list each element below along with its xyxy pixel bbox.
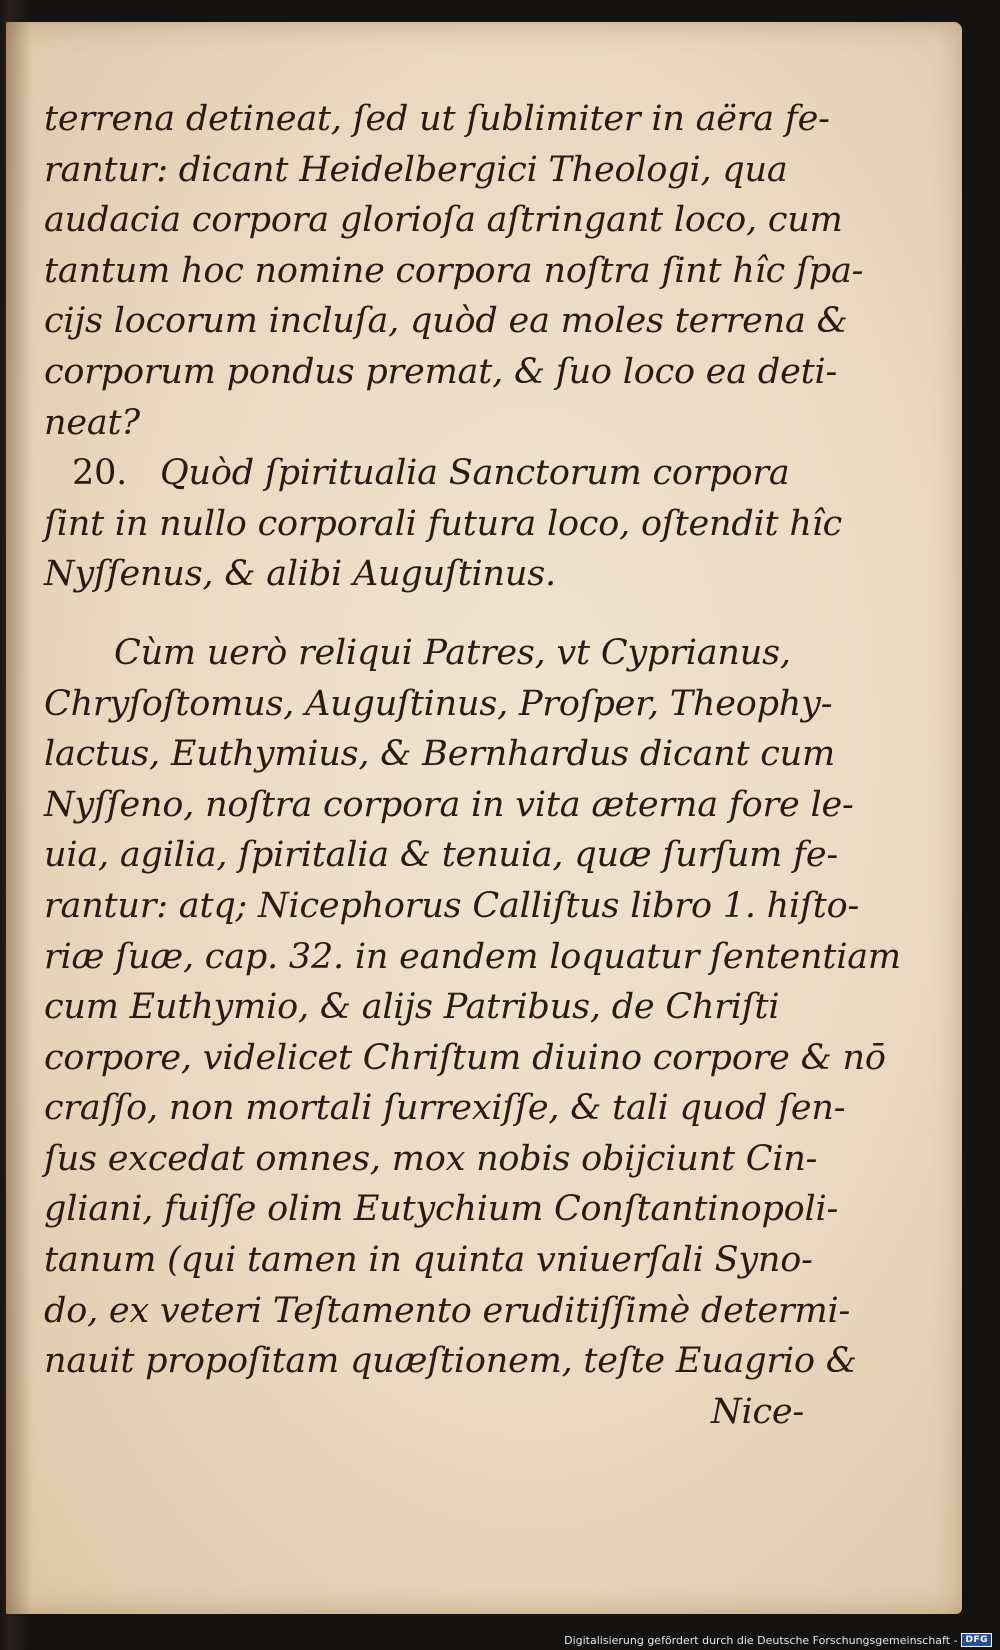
text-line: tanum (qui tamen in quinta vniuerſali Syno- xyxy=(44,1240,813,1281)
book-page xyxy=(6,22,962,1614)
text-line: Nyſſeno, noſtra corpora in vita æterna fore le- xyxy=(44,784,854,825)
page-text xyxy=(44,94,901,1437)
text-line: ſus excedat omnes, mox nobis obijciunt Cin- xyxy=(44,1138,818,1179)
text-line: rantur: atq; Nicephorus Calliſtus libro 1. hiſto- xyxy=(44,885,860,926)
section-number: 20. xyxy=(72,453,128,494)
paragraph-gap xyxy=(44,600,804,628)
text-line: neat? xyxy=(44,402,140,443)
footer-credit-text: Digitalisierung gefördert durch die Deutsche Forschungsgemeinschaft - xyxy=(564,1633,958,1647)
text-line: cijs locorum incluſa, quòd ea moles terrena & xyxy=(44,301,848,342)
text-line: lactus, Euthymius, & Bernhardus dicant cum xyxy=(44,734,835,775)
text-line: gliani, fuiſſe olim Eutychium Conſtantinopoli- xyxy=(44,1189,839,1230)
text-line: uia, agilia, ſpiritalia & tenuia, quæ ſurſum fe- xyxy=(44,835,838,876)
dfg-logo-icon: DFG xyxy=(961,1633,992,1647)
paragraph-first-line: Cùm uerò reliqui Patres, vt Cyprianus, xyxy=(114,632,791,673)
text-line: nauit propoſitam quæſtionem, teſte Euagrio & xyxy=(44,1341,857,1382)
text-line: cum Euthymio, & alijs Patribus, de Chriſti xyxy=(44,987,780,1028)
text-line: terrena detineat, ſed ut ſublimiter in aëra fe- xyxy=(44,99,830,139)
digitization-footer xyxy=(564,1633,992,1647)
text-line: rantur: dicant Heidelbergici Theologi, qua xyxy=(44,149,788,190)
section-line xyxy=(44,448,804,499)
text-line: do, ex veteri Teſtamento eruditiſſimè determi- xyxy=(44,1290,851,1331)
text-line: audacia corpora glorioſa aſtringant loco, cum xyxy=(44,200,843,241)
text-line: Chryſoſtomus, Auguſtinus, Proſper, Theophy- xyxy=(44,683,833,724)
section-first-line: Quòd ſpiritualia Sanctorum corpora xyxy=(160,453,790,494)
text-line: corporum pondus premat, & ſuo loco ea deti- xyxy=(44,351,838,392)
text-line: craſſo, non mortali ſurrexiſſe, & tali quod ſen- xyxy=(44,1088,846,1129)
text-line: corpore, videlicet Chriſtum diuino corpore & nō xyxy=(44,1037,886,1078)
text-line: tantum hoc nomine corpora noſtra ſint hîc ſpa- xyxy=(44,250,864,291)
text-line: Nyſſenus, & alibi Auguſtinus. xyxy=(44,554,556,595)
text-line: ſint in nullo corporali futura loco, oſtendit hîc xyxy=(44,503,843,544)
text-line: riæ ſuæ, cap. 32. in eandem loquatur ſententiam xyxy=(44,936,901,977)
catchword: Nice- xyxy=(711,1391,804,1432)
